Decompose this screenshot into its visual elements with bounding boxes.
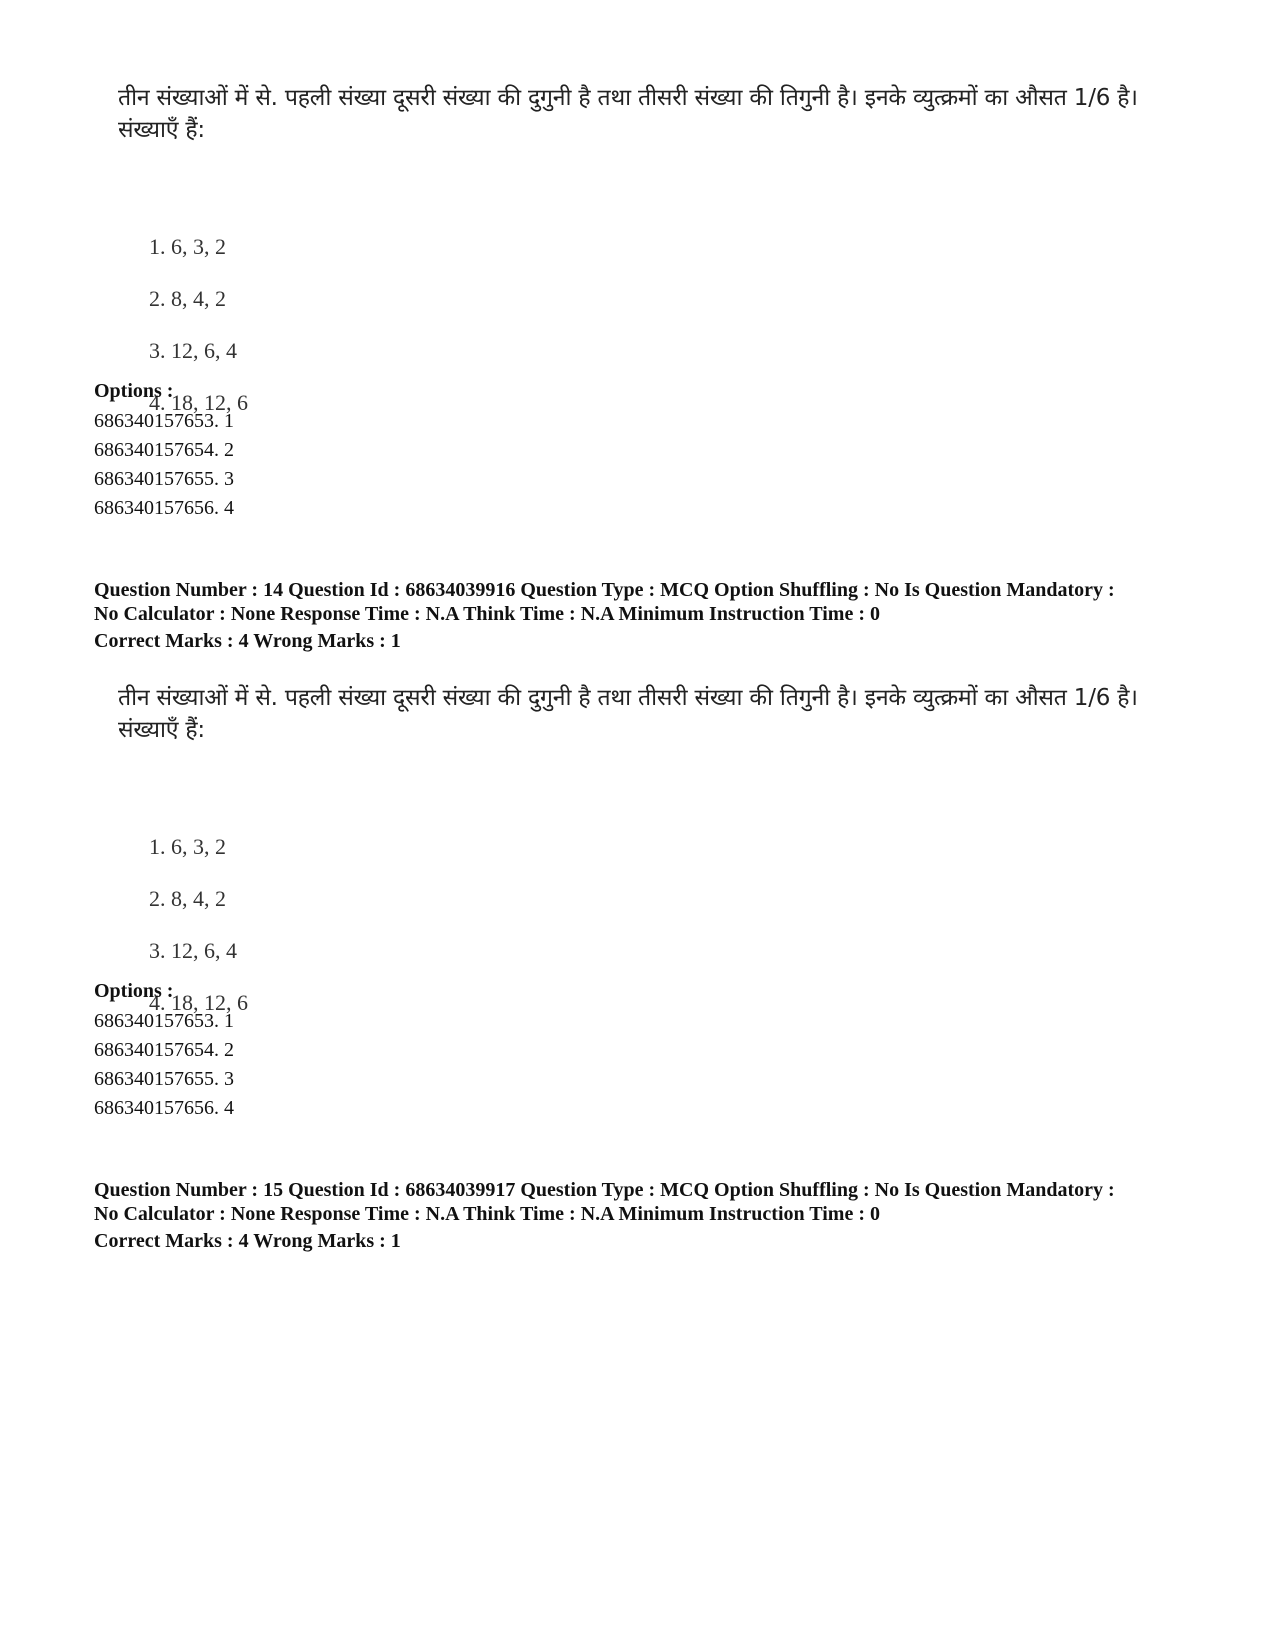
option-item: 686340157655. 3 (94, 468, 234, 490)
choice-item: 3. 12, 6, 4 (149, 338, 237, 363)
options-title: Options : (94, 980, 174, 1002)
option-item: 686340157653. 1 (94, 1010, 234, 1032)
options-list (94, 1007, 234, 1123)
choice-item: 4. 18, 12, 6 (149, 990, 248, 1015)
option-item: 686340157654. 2 (94, 439, 234, 461)
options-title: Options : (94, 380, 174, 402)
question-meta-line: No Calculator : None Response Time : N.A Think Time : N.A Minimum Instruction Time : 0 (94, 603, 880, 625)
choice-item: 2. 8, 4, 2 (149, 886, 226, 911)
option-item: 686340157655. 3 (94, 1068, 234, 1090)
option-item: 686340157654. 2 (94, 1039, 234, 1061)
question-stem: तीन संख्याओं में से. पहली संख्या दूसरी संख्या की दुगुनी है तथा तीसरी संख्या की तिगुनी है। इनके व्युत्क्रमों का औसत 1/6 है। संख्याएँ हैं: (118, 85, 1138, 143)
question-marks: Correct Marks : 4 Wrong Marks : 1 (94, 630, 401, 652)
choice-item: 1. 6, 3, 2 (149, 834, 226, 859)
question-meta (94, 1178, 1204, 1226)
choice-item: 1. 6, 3, 2 (149, 234, 226, 259)
choice-item: 2. 8, 4, 2 (149, 286, 226, 311)
option-item: 686340157653. 1 (94, 410, 234, 432)
question-meta-line: Question Number : 15 Question Id : 68634039917 Question Type : MCQ Option Shuffling : No Is Question Mandatory : (94, 1179, 1115, 1201)
options-list (94, 407, 234, 523)
choice-item: 4. 18, 12, 6 (149, 390, 248, 415)
question-meta (94, 578, 1204, 626)
option-item: 686340157656. 4 (94, 497, 234, 519)
question-marks: Correct Marks : 4 Wrong Marks : 1 (94, 1230, 401, 1252)
question-meta-line: No Calculator : None Response Time : N.A Think Time : N.A Minimum Instruction Time : 0 (94, 1203, 880, 1225)
question-meta-line: Question Number : 14 Question Id : 68634039916 Question Type : MCQ Option Shuffling : No Is Question Mandatory : (94, 579, 1115, 601)
choice-item: 3. 12, 6, 4 (149, 938, 237, 963)
question-stem: तीन संख्याओं में से. पहली संख्या दूसरी संख्या की दुगुनी है तथा तीसरी संख्या की तिगुनी है। इनके व्युत्क्रमों का औसत 1/6 है। संख्याएँ हैं: (118, 685, 1138, 743)
option-item: 686340157656. 4 (94, 1097, 234, 1119)
